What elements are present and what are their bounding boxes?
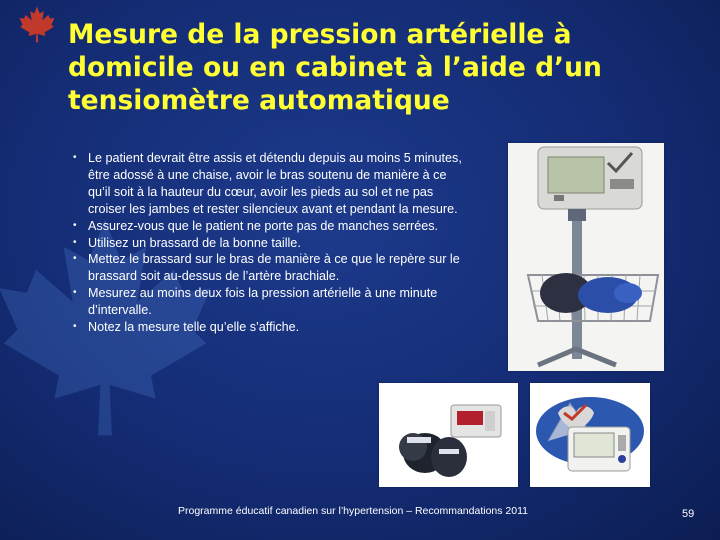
home-bp-monitor-photo bbox=[530, 383, 650, 487]
bullet-glyph: • bbox=[73, 287, 77, 299]
title-line: tensiomètre automatique bbox=[68, 85, 450, 116]
footer-text: Programme éducatif canadien sur l’hypertension – Recommandations 2011 bbox=[178, 505, 529, 517]
maple-leaf-logo-icon bbox=[18, 4, 56, 44]
bullet-item bbox=[72, 319, 464, 336]
bullet-glyph: • bbox=[73, 236, 77, 248]
bullet-list bbox=[72, 150, 464, 336]
bp-monitor-stand-photo bbox=[508, 143, 664, 371]
monitor-with-cuffs-photo bbox=[379, 383, 518, 487]
bullet-glyph: • bbox=[73, 219, 77, 231]
bullet-item bbox=[72, 251, 464, 285]
bullet-text: Utilisez un brassard de la bonne taille. bbox=[88, 235, 301, 250]
bp-monitor-stand-illustration bbox=[508, 143, 664, 371]
bullet-text: Mesurez au moins deux fois la pression artérielle à une minute d’intervalle. bbox=[88, 286, 438, 318]
bullet-glyph: • bbox=[73, 152, 77, 163]
monitor-with-cuffs-illustration bbox=[379, 383, 518, 487]
bullet-item bbox=[72, 150, 464, 218]
bullet-item bbox=[72, 285, 464, 319]
bullet-text: Le patient devrait être assis et détendu depuis au moins 5 minutes, être adossé à une chaise, avoir le bras soutenu de manière à ce qu’il soit à la hauteur du cœur, avoir les pieds au sol et ne pas croiser les jambes et rester silencieux avant et pendant la mesure. bbox=[88, 151, 462, 216]
bullet-glyph: • bbox=[73, 321, 77, 333]
title-line: domicile ou en cabinet à l’aide d’un bbox=[68, 52, 602, 83]
bullet-text: Mettez le brassard sur le bras de manière à ce que le repère sur le brassard soit au-dessus de l’artère brachiale. bbox=[88, 252, 460, 284]
bullet-glyph: • bbox=[73, 253, 77, 265]
bullet-item bbox=[72, 218, 464, 235]
home-bp-monitor-illustration bbox=[530, 383, 650, 487]
slide-title bbox=[68, 18, 688, 117]
bullet-text: Assurez-vous que le patient ne porte pas de manches serrées. bbox=[88, 218, 439, 233]
page-number: 59 bbox=[682, 508, 695, 520]
title-line: Mesure de la pression artérielle à bbox=[68, 19, 572, 50]
bullet-text: Notez la mesure telle qu’elle s’affiche. bbox=[88, 320, 300, 335]
bullet-item bbox=[72, 235, 464, 252]
